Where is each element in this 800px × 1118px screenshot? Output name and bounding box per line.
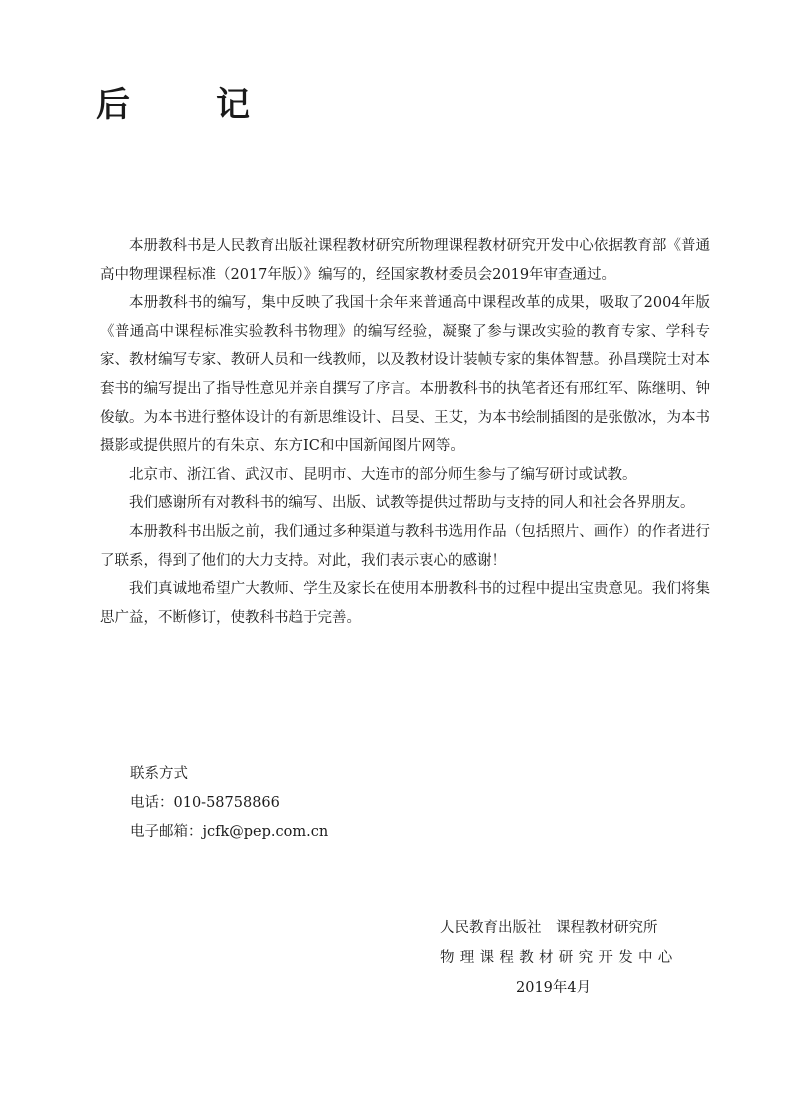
- signoff-org-line2: 物理课程教材研究开发中心: [440, 950, 678, 966]
- paragraph-2: 本册教科书的编写，集中反映了我国十余年来普通高中课程改革的成果，吸取了2004年版《普通高中课程标准实验教科书物理》的编写经验，凝聚了参与课改实验的教育专家、学科专家、教材编写专家、教研人员和一线教师，以及教材设计装帧专家的集体智慧。孙昌璞院士对本套书的编写提出了指导性意见并亲自撰写了序言。本册教科书的执笔者还有邢红军、陈继明、钟俊敏。为本书进行整体设计的有新思维设计、吕旻、王艾，为本书绘制插图的是张傲冰，为本书摄影或提供照片的有朱京、东方IC和中国新闻图片网等。: [100, 295, 710, 455]
- paragraph-6: 我们真诚地希望广大教师、学生及家长在使用本册教科书的过程中提出宝贵意见。我们将集思广益，不断修订，使教科书趋于完善。: [100, 581, 710, 626]
- paragraph-5: 本册教科书出版之前，我们通过多种渠道与教科书选用作品（包括照片、画作）的作者进行了联系，得到了他们的大力支持。对此，我们表示衷心的感谢！: [100, 523, 710, 569]
- body-text: [100, 232, 710, 632]
- signoff-block: [440, 913, 720, 1003]
- contact-phone: 电话：010-58758866: [130, 794, 280, 811]
- contact-heading: 联系方式: [130, 766, 188, 782]
- page-title: 后 记: [96, 85, 276, 125]
- contact-email: 电子邮箱：jcfk@pep.com.cn: [130, 823, 329, 840]
- paragraph-1: 本册教科书是人民教育出版社课程教材研究所物理课程教材研究开发中心依据教育部《普通高中物理课程标准（2017年版）》编写的，经国家教材委员会2019年审查通过。: [100, 238, 710, 283]
- paragraph-3: 北京市、浙江省、武汉市、昆明市、大连市的部分师生参与了编写研讨或试教。: [129, 466, 637, 483]
- contact-block: [130, 760, 328, 846]
- paragraph-4: 我们感谢所有对教科书的编写、出版、试教等提供过帮助与支持的同人和社会各界朋友。: [129, 495, 695, 512]
- signoff-date: 2019年4月: [516, 980, 592, 996]
- signoff-org-line1: 人民教育出版社 课程教材研究所: [440, 920, 658, 936]
